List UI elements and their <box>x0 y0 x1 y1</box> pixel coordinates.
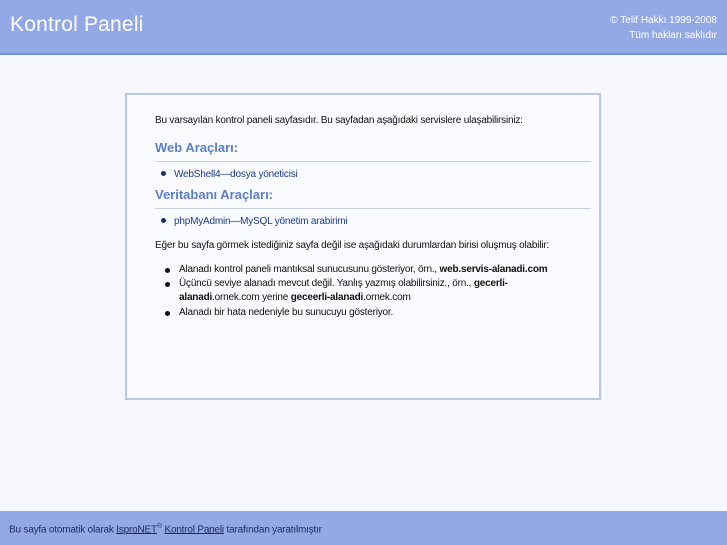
bullet-icon <box>165 268 170 273</box>
link-webshell[interactable] <box>161 169 298 180</box>
app-title: Kontrol Paneli <box>10 13 144 36</box>
bullet-icon <box>161 218 166 223</box>
copyright-line: © Telif Hakkı 1999-2008 <box>610 15 717 26</box>
reason-item <box>179 277 579 305</box>
question-text: Eğer bu sayfa görmek istediğiniz sayfa değil ise aşağıdaki durumlardan birisi oluşmuş olabilir: <box>155 240 549 251</box>
reason-bold: web.servis-alanadi.com <box>439 264 548 275</box>
reason-text: Üçüncü seviye alanadı mevcut değil. Yanlış yazmış olabilirsiniz., örn., <box>179 278 474 289</box>
section-divider <box>155 208 591 209</box>
footer-text <box>9 523 322 535</box>
reason-text: Alanadı kontrol paneli mantıksal sunucusunu gösteriyor, örn., <box>179 264 440 275</box>
rights-line: Tüm hakları saklıdır <box>629 30 717 41</box>
reason-item <box>179 306 579 320</box>
registered-mark: ® <box>156 523 162 530</box>
footer-suffix: tarafından yaratılmıştır <box>223 524 322 536</box>
link-phpmyadmin[interactable] <box>161 216 347 227</box>
copyright-notice <box>610 13 717 43</box>
link-phpmyadmin-label[interactable]: phpMyAdmin—MySQL yönetim arabirimi <box>174 216 348 227</box>
content-panel <box>125 93 601 400</box>
footer-prefix: Bu sayfa otomatik olarak <box>9 524 117 536</box>
section-divider <box>155 161 591 162</box>
reason-text: .ornek.com yerine <box>212 292 291 303</box>
bullet-icon <box>165 282 170 287</box>
bullet-icon <box>165 311 170 316</box>
reason-text: Alanadı bir hata nedeniyle bu sunucuyu gösteriyor. <box>179 307 394 318</box>
link-webshell-label[interactable]: WebShell4—dosya yöneticisi <box>174 169 298 180</box>
reason-item <box>179 263 579 277</box>
reason-text: .ornek.com <box>363 292 411 303</box>
web-tools-heading: Web Araçları: <box>155 140 239 155</box>
footer-bar <box>0 511 727 545</box>
db-tools-heading: Veritabanı Araçları: <box>155 187 274 202</box>
intro-text: Bu varsayılan kontrol paneli sayfasıdır. Bu sayfadan aşağıdaki servislere ulaşabilirsiniz: <box>155 115 523 126</box>
control-panel-link[interactable]: Kontrol Paneli <box>164 524 224 536</box>
bullet-icon <box>161 171 166 176</box>
reason-bold: geceerli-alanadi <box>290 292 364 303</box>
header-bar <box>0 0 727 55</box>
reason-bold: gecerli-alanadi <box>179 278 508 303</box>
isproNET-link[interactable]: IsproNET <box>116 524 157 536</box>
